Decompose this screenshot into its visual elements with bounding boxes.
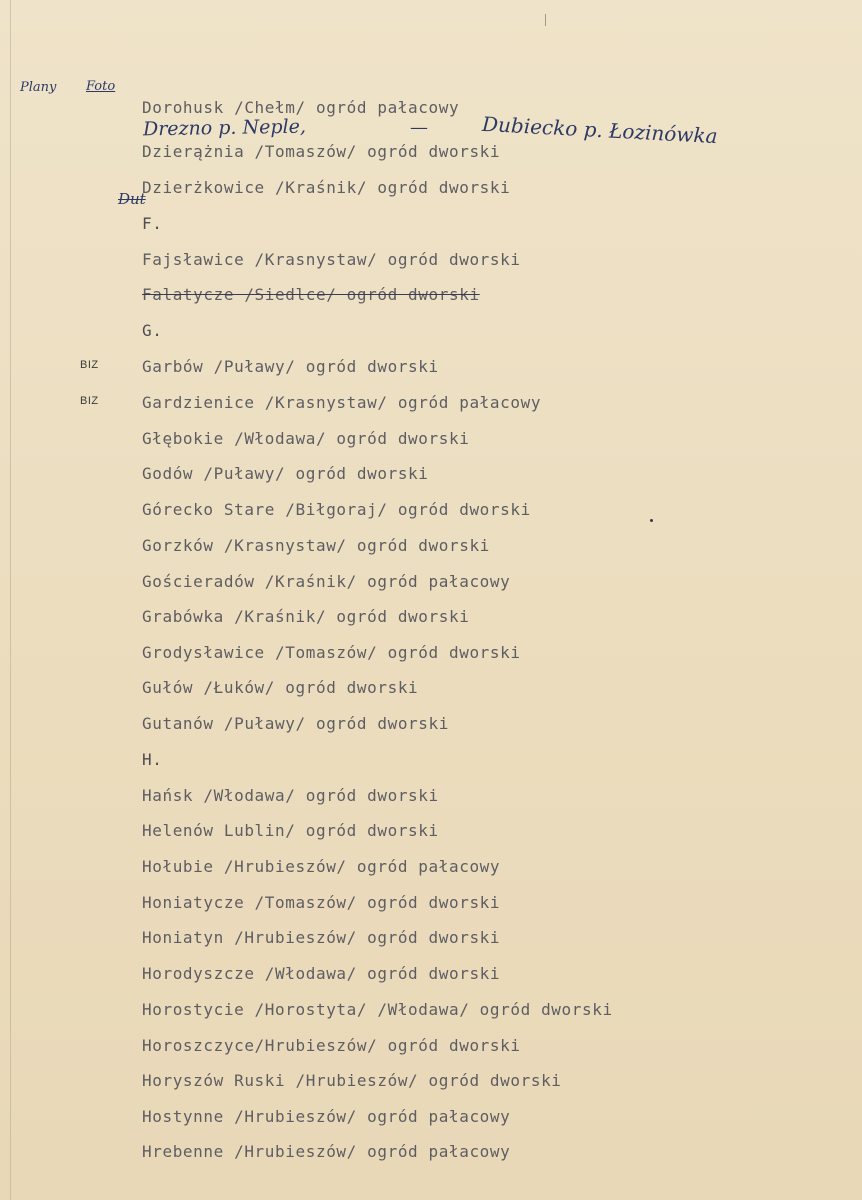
entry-gardzienice: Gardzienice /Krasnystaw/ ogród pałacowy <box>142 393 542 412</box>
entry-dzierazna: Dzierążnia /Tomaszów/ ogród dworski <box>142 142 501 161</box>
section-letter-h: H. <box>142 750 163 769</box>
pencil-mark <box>545 14 546 26</box>
entry-falatycze-struck: Falatycze /Siedlce/ ogród dworski <box>142 285 480 304</box>
ink-dot <box>650 519 653 522</box>
handwritten-drezno-note: Drezno p. Neple, <box>142 115 307 141</box>
entry-gutanow: Gutanów /Puławy/ ogród dworski <box>142 714 449 733</box>
handwritten-dash: — <box>410 117 428 138</box>
entry-horoszczyce: Horoszczyce/Hrubieszów/ ogród dworski <box>142 1036 521 1055</box>
entry-helenow: Helenów Lublin/ ogród dworski <box>142 821 439 840</box>
entry-garbow: Garbów /Puławy/ ogród dworski <box>142 357 439 376</box>
entry-honiatycze: Honiatycze /Tomaszów/ ogród dworski <box>142 893 501 912</box>
entry-grabowka: Grabówka /Kraśnik/ ogród dworski <box>142 607 470 626</box>
entry-godow: Godów /Puławy/ ogród dworski <box>142 464 429 483</box>
entry-gorzkow: Gorzków /Krasnystaw/ ogród dworski <box>142 536 490 555</box>
entry-hansk: Hańsk /Włodawa/ ogród dworski <box>142 786 439 805</box>
entry-horostycie: Horostycie /Horostyta/ /Włodawa/ ogród dworski <box>142 1000 613 1019</box>
entry-horodyszcze: Horodyszcze /Włodawa/ ogród dworski <box>142 964 501 983</box>
entry-fajslawice: Fajsławice /Krasnystaw/ ogród dworski <box>142 250 521 269</box>
entry-dorohusk: Dorohusk /Chełm/ ogród pałacowy <box>142 98 460 117</box>
entry-gorecko-stare: Górecko Stare /Biłgoraj/ ogród dworski <box>142 500 531 519</box>
section-letter-g: G. <box>142 321 163 340</box>
biz-marker-gardzienice: BIZ <box>80 395 99 407</box>
entry-grodyslawice: Grodysławice /Tomaszów/ ogród dworski <box>142 643 521 662</box>
entry-honiatyn: Honiatyn /Hrubieszów/ ogród dworski <box>142 928 501 947</box>
handwritten-dubiecko-note: Dubiecko p. Łozinówka <box>481 111 719 149</box>
entry-glebokie: Głębokie /Włodawa/ ogród dworski <box>142 429 470 448</box>
section-letter-f: F. <box>142 214 163 233</box>
entry-dzierzkowice: Dzierżkowice /Kraśnik/ ogród dworski <box>142 178 511 197</box>
handwritten-plany: Plany <box>20 80 57 95</box>
entry-horyszow-ruski: Horyszów Ruski /Hrubieszów/ ogród dworski <box>142 1071 562 1090</box>
entry-gulow: Gułów /Łuków/ ogród dworski <box>142 678 419 697</box>
entry-hrebenne: Hrebenne /Hrubieszów/ ogród pałacowy <box>142 1142 511 1161</box>
handwritten-foto: Foto <box>86 79 116 94</box>
entry-holubie: Hołubie /Hrubieszów/ ogród pałacowy <box>142 857 501 876</box>
entry-hostynne: Hostynne /Hrubieszów/ ogród pałacowy <box>142 1107 511 1126</box>
biz-marker-garbow: BIZ <box>80 359 99 371</box>
handwritten-struck-note: Dut <box>118 190 146 208</box>
entry-goscieradow: Gościeradów /Kraśnik/ ogród pałacowy <box>142 572 511 591</box>
margin-line <box>10 0 11 1200</box>
